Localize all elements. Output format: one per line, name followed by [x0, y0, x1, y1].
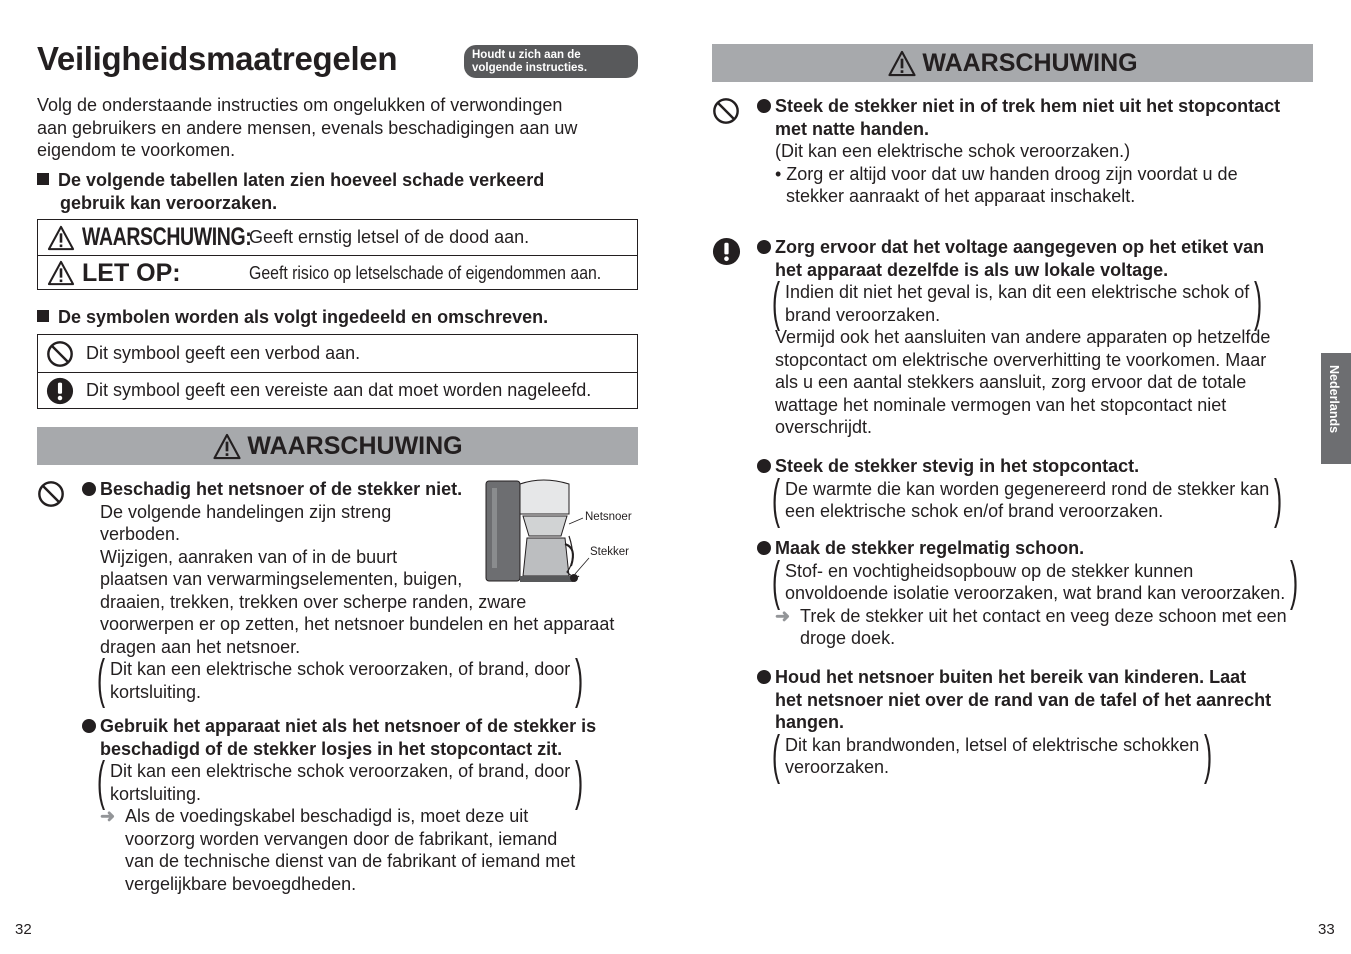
mandatory-icon [712, 237, 741, 266]
note-parenthetical [100, 658, 580, 703]
heading-line: De volgende tabellen laten zien hoeveel schade verkeerd [58, 170, 545, 190]
symbol-row-prohibition [38, 335, 637, 373]
item-title: Beschadig het netsnoer of de stekker niet. [100, 479, 463, 499]
symbol-description: Dit symbool geeft een vereiste aan dat moet worden nageleefd. [86, 380, 592, 400]
note-parenthetical [100, 760, 580, 805]
caution-triangle-icon [46, 260, 76, 286]
hazard-levels-table [37, 219, 638, 290]
warning-triangle-icon [46, 225, 76, 251]
item-title: Steek de stekker niet in of trek hem niet uit het stopcontact [775, 96, 1281, 116]
warning-bar-label: WAARSCHUWING [247, 431, 463, 460]
warning-triangle-icon [887, 50, 917, 77]
item-line: • Zorg er altijd voor dat uw handen droog zijn voordat u de [775, 163, 1238, 184]
item-line: wattage het nominale vermogen van het stopcontact niet [775, 394, 1227, 415]
note-line: ( Indien dit niet het geval is, kan dit een elektrische schok of [785, 282, 1250, 302]
warning-item-plug-firmly [757, 455, 1317, 523]
item-line: verboden. [100, 524, 181, 544]
item-title: met natte handen. [775, 118, 930, 139]
item-line: als u een aantal stekkers aansluit, zorg ervoor dat de totale [775, 372, 1247, 392]
note-line: ( Dit kan een elektrische schok veroorzaken, of brand, door [110, 761, 571, 781]
item-line: (Dit kan een elektrische schok veroorzaken.) [775, 141, 1131, 161]
prohibition-icon [37, 480, 65, 508]
note-parenthetical [775, 560, 1295, 605]
item-title: Gebruik het apparaat niet als het netsnoer of de stekker is [100, 716, 597, 736]
square-bullet-icon [37, 310, 49, 322]
level-description: Geeft ernstig letsel of de dood aan. [249, 227, 530, 247]
item-title: het apparaat dezelfde is als uw lokale voltage. [775, 259, 1169, 280]
item-line: stopcontact om elektrische oververhitting te voorkomen. Maar [775, 349, 1267, 370]
intro-line: aan gebruikers en andere mensen, evenals beschadigingen aan uw [37, 117, 578, 138]
arrow-line: Trek de stekker uit het contact en veeg deze schoon met een [800, 605, 1287, 626]
arrow-line: van de technische dienst van de fabrikant of iemand met [125, 851, 576, 871]
note-line: onvoldoende isolatie veroorzaken, wat brand kan veroorzaken. [785, 583, 1286, 603]
note-parenthetical [775, 281, 1259, 326]
intro-line: Volg de onderstaande instructies om ongelukken of verwondingen [37, 95, 563, 115]
heading-line: gebruik kan veroorzaken. [60, 192, 278, 213]
coffee-maker-illustration [483, 476, 635, 588]
prohibition-icon [46, 340, 74, 368]
bullet-icon [757, 240, 771, 254]
note-line: kortsluiting. [110, 783, 202, 804]
warning-item-damaged-cord [82, 715, 642, 895]
page-number-left: 32 [15, 921, 32, 938]
level-row-caution [38, 255, 637, 290]
item-line: dragen aan het netsnoer. [100, 636, 301, 657]
item-title: hangen. [775, 712, 845, 732]
symbol-description: Dit symbool geeft een verbod aan. [86, 343, 361, 363]
arrow-line: Als de voedingskabel beschadigd is, moet deze uit [125, 806, 529, 826]
arrow-note [775, 605, 1317, 650]
warning-item-children [757, 666, 1317, 779]
item-title: Zorg ervoor dat het voltage aangegeven op het etiket van [775, 237, 1265, 257]
label-cord: Netsnoer [585, 511, 632, 523]
warning-item-wet-hands [757, 95, 1317, 208]
warning-bar-right [712, 44, 1313, 82]
intro-line: eigendom te voorkomen. [37, 140, 236, 160]
warning-bar-left [37, 427, 638, 465]
mandatory-icon [46, 377, 74, 405]
note-line: ( De warmte die kan worden gegenereerd rond de stekker kan [785, 478, 1270, 499]
note-parenthetical [775, 478, 1279, 523]
square-bullet-icon [37, 173, 49, 185]
item-title: Steek de stekker stevig in het stopcontact. [775, 456, 1140, 476]
note-line: brand veroorzaken. [785, 304, 941, 325]
page-title: Veiligheidsmaatregelen [37, 40, 398, 77]
note-parenthetical [775, 734, 1209, 779]
warning-triangle-icon [212, 433, 242, 460]
item-line: De volgende handelingen zijn streng [100, 501, 392, 522]
item-title: Maak de stekker regelmatig schoon. [775, 538, 1085, 558]
bullet-icon [82, 719, 96, 733]
note-line: een elektrische schok en/of brand veroorzaken. [785, 501, 1164, 521]
item-title: beschadigd of de stekker losjes in het stopcontact zit. [100, 738, 563, 759]
item-title: Houd het netsnoer buiten het bereik van kinderen. Laat [775, 667, 1247, 687]
warning-bar-label: WAARSCHUWING [922, 48, 1138, 77]
level-description: Geeft risico op letselschade of eigendommen aan. [249, 263, 602, 283]
badge-line: Houdt u zich aan de [472, 49, 581, 61]
section-heading-symbols [37, 306, 548, 329]
note-line: ( Dit kan brandwonden, letsel of elektrische schokken [785, 734, 1200, 755]
language-label: Nederlands [1327, 365, 1341, 434]
level-name: WAARSCHUWING: [82, 223, 252, 251]
arrow-line: droge doek. [800, 628, 896, 648]
warning-item-voltage [757, 236, 1317, 439]
arrow-note [100, 805, 642, 895]
instruction-badge [464, 45, 638, 78]
intro-paragraph [37, 94, 637, 162]
bullet-icon [757, 541, 771, 555]
bullet-icon [82, 482, 96, 496]
item-line: stekker aanraakt of het apparaat inschakelt. [786, 186, 1136, 206]
arrow-line: vergelijkbare bevoegdheden. [125, 873, 357, 894]
note-line: ( Dit kan een elektrische schok veroorzaken, of brand, door [110, 659, 571, 679]
arrow-icon: ➜ [775, 605, 791, 626]
bullet-icon [757, 670, 771, 684]
language-side-tab [1321, 353, 1351, 464]
badge-line: volgende instructies. [472, 61, 588, 74]
item-line: Wijzigen, aanraken van of in de buurt [100, 546, 398, 567]
item-line: Vermijd ook het aansluiten van andere apparaten op hetzelfde [775, 327, 1271, 347]
label-plug: Stekker [590, 546, 629, 558]
arrow-line: voorzorg worden vervangen door de fabrikant, iemand [125, 828, 558, 849]
item-title: het netsnoer niet over de rand van de tafel of het aanrecht [775, 689, 1272, 710]
page-number-right: 33 [1318, 921, 1335, 938]
note-line: ( Stof- en vochtigheidsopbouw op de stekker kunnen [785, 560, 1194, 581]
bullet-icon [757, 99, 771, 113]
symbol-row-mandatory [38, 372, 637, 409]
section-heading-levels [37, 169, 647, 214]
arrow-icon: ➜ [100, 806, 116, 826]
item-line: plaatsen van verwarmingselementen, buigen, [100, 569, 463, 589]
item-line: draaien, trekken, trekken over scherpe randen, zware [100, 591, 527, 612]
warning-item-clean-plug [757, 537, 1317, 650]
prohibition-icon [712, 97, 740, 125]
bullet-icon [757, 459, 771, 473]
item-line: overschrijdt. [775, 417, 873, 437]
symbols-table [37, 334, 638, 409]
level-name: LET OP: [82, 259, 181, 287]
item-line: voorwerpen er op zetten, het netsnoer bundelen en het apparaat [100, 614, 615, 634]
note-line: kortsluiting. [110, 681, 202, 702]
heading-line: De symbolen worden als volgt ingedeeld en omschreven. [58, 307, 549, 327]
note-line: veroorzaken. [785, 757, 890, 777]
level-row-warning [38, 220, 637, 256]
